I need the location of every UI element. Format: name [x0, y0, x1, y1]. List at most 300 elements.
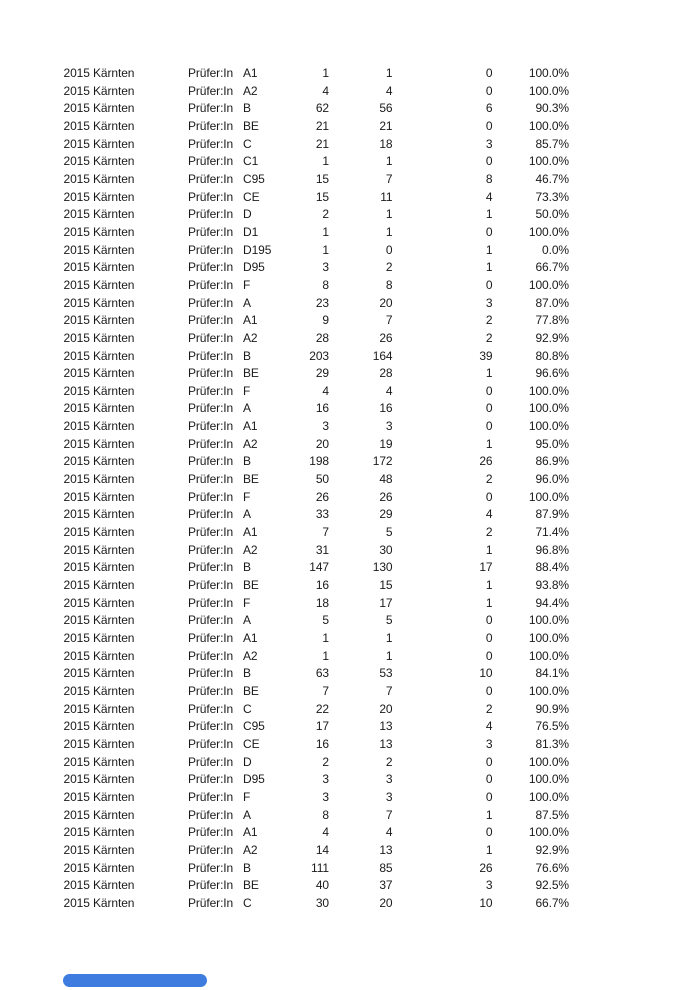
cell-licence-class: A1	[243, 825, 258, 840]
cell-failed: 2	[485, 313, 493, 328]
cell-licence-class: F	[243, 383, 251, 398]
cell-year-region: 2015 Kärnten	[63, 719, 135, 734]
table-row	[64, 683, 570, 701]
cell-pass-rate: 76.6%	[535, 860, 569, 875]
table-row	[64, 701, 570, 719]
cell-licence-class: A	[243, 507, 251, 522]
cell-licence-class: A	[243, 295, 251, 310]
table-row	[64, 206, 570, 224]
cell-licence-class: B	[243, 560, 251, 575]
cell-pass-rate: 93.8%	[535, 578, 569, 593]
cell-examiner-role: Prüfer:In	[188, 631, 234, 645]
cell-pass-rate: 100.0%	[528, 66, 569, 80]
cell-exams-total: 1	[322, 66, 329, 80]
cell-year-region: 2015 Kärnten	[63, 754, 135, 769]
cell-failed: 8	[485, 171, 493, 186]
cell-pass-rate: 84.1%	[535, 666, 569, 681]
cell-pass-rate: 95.0%	[535, 436, 569, 451]
table-row	[64, 860, 570, 878]
cell-failed: 2	[485, 525, 493, 540]
cell-exams-total: 16	[315, 578, 329, 593]
cell-examiner-role: Prüfer:In	[188, 207, 234, 222]
cell-year-region: 2015 Kärnten	[63, 277, 135, 292]
cell-year-region: 2015 Kärnten	[63, 330, 135, 345]
cell-examiner-role: Prüfer:In	[188, 648, 234, 663]
table-row	[64, 542, 570, 560]
cell-licence-class: B	[243, 101, 251, 116]
cell-licence-class: B	[243, 666, 251, 681]
cell-year-region: 2015 Kärnten	[63, 578, 135, 593]
cell-passed: 1	[385, 207, 393, 222]
cell-year-region: 2015 Kärnten	[63, 154, 135, 169]
cell-licence-class: D1	[243, 224, 259, 239]
cell-pass-rate: 100.0%	[528, 277, 569, 292]
cell-examiner-role: Prüfer:In	[188, 419, 234, 434]
cell-passed: 1	[385, 631, 393, 645]
cell-examiner-role: Prüfer:In	[188, 366, 234, 381]
table-row	[64, 824, 570, 842]
cell-exams-total: 5	[322, 613, 329, 628]
cell-passed: 5	[385, 613, 393, 628]
cell-licence-class: A2	[243, 83, 258, 98]
cell-licence-class: A	[243, 613, 251, 628]
cell-licence-class: BE	[243, 683, 259, 698]
cell-year-region: 2015 Kärnten	[63, 489, 135, 504]
cell-year-region: 2015 Kärnten	[63, 595, 135, 610]
cell-passed: 13	[379, 719, 393, 734]
cell-passed: 3	[385, 772, 393, 787]
cell-licence-class: D195	[243, 242, 272, 257]
cell-year-region: 2015 Kärnten	[63, 525, 135, 540]
cell-passed: 20	[379, 701, 393, 716]
cell-passed: 4	[385, 825, 393, 840]
cell-pass-rate: 71.4%	[535, 525, 569, 540]
cell-failed: 0	[485, 401, 493, 416]
cell-exams-total: 50	[315, 472, 329, 487]
cell-exams-total: 111	[311, 860, 329, 875]
cell-exams-total: 2	[322, 754, 329, 769]
cell-pass-rate: 87.9%	[535, 507, 569, 522]
cell-exams-total: 15	[315, 171, 329, 186]
cell-licence-class: F	[243, 489, 251, 504]
table-row	[64, 842, 570, 860]
cell-passed: 29	[379, 507, 393, 522]
cell-year-region: 2015 Kärnten	[63, 242, 135, 257]
table-row	[64, 118, 570, 136]
table-row	[64, 400, 570, 418]
cell-passed: 53	[379, 666, 393, 681]
cell-passed: 15	[379, 578, 393, 593]
cell-exams-total: 198	[309, 454, 329, 469]
cell-failed: 4	[485, 507, 493, 522]
table-row	[64, 242, 570, 260]
cell-failed: 1	[485, 366, 493, 381]
cell-year-region: 2015 Kärnten	[63, 683, 135, 698]
cell-passed: 85	[379, 860, 393, 875]
cell-exams-total: 22	[315, 701, 329, 716]
cell-failed: 3	[485, 136, 493, 151]
cell-failed: 26	[479, 454, 493, 469]
cell-pass-rate: 100.0%	[528, 419, 569, 434]
cell-exams-total: 14	[315, 842, 329, 857]
cell-examiner-role: Prüfer:In	[188, 472, 234, 487]
cell-examiner-role: Prüfer:In	[188, 436, 234, 451]
cell-passed: 7	[385, 683, 393, 698]
table-row	[64, 277, 570, 295]
cell-passed: 20	[379, 895, 393, 910]
table-row	[64, 171, 570, 189]
cell-passed: 1	[385, 154, 393, 169]
cell-pass-rate: 100.0%	[528, 825, 569, 840]
cell-year-region: 2015 Kärnten	[63, 825, 135, 840]
cell-year-region: 2015 Kärnten	[63, 701, 135, 716]
cell-pass-rate: 66.7%	[535, 895, 569, 910]
cell-pass-rate: 73.3%	[535, 189, 569, 204]
cell-licence-class: C	[243, 895, 252, 910]
cell-exams-total: 62	[315, 101, 329, 116]
cell-pass-rate: 0.0%	[542, 242, 569, 257]
cell-year-region: 2015 Kärnten	[63, 171, 135, 186]
cell-examiner-role: Prüfer:In	[188, 666, 234, 681]
cell-passed: 28	[379, 366, 393, 381]
cell-examiner-role: Prüfer:In	[188, 454, 234, 469]
table-row	[64, 65, 570, 83]
cell-examiner-role: Prüfer:In	[188, 842, 234, 857]
cell-year-region: 2015 Kärnten	[63, 507, 135, 522]
cell-year-region: 2015 Kärnten	[63, 842, 135, 857]
cell-passed: 7	[385, 171, 393, 186]
cell-failed: 0	[485, 489, 493, 504]
cell-failed: 1	[485, 807, 493, 822]
cell-failed: 6	[485, 101, 493, 116]
cell-year-region: 2015 Kärnten	[63, 118, 135, 133]
cell-examiner-role: Prüfer:In	[188, 383, 234, 398]
cell-licence-class: A1	[243, 525, 258, 540]
cell-passed: 1	[385, 224, 393, 239]
cell-licence-class: D	[243, 754, 252, 769]
cell-exams-total: 30	[315, 895, 329, 910]
cell-exams-total: 1	[322, 242, 329, 257]
cell-year-region: 2015 Kärnten	[63, 454, 135, 469]
cell-year-region: 2015 Kärnten	[63, 472, 135, 487]
cell-examiner-role: Prüfer:In	[188, 595, 234, 610]
cell-failed: 0	[485, 631, 493, 645]
cell-failed: 3	[485, 878, 493, 893]
cell-pass-rate: 87.5%	[535, 807, 569, 822]
cell-passed: 37	[379, 878, 393, 893]
cell-exams-total: 2	[322, 207, 329, 222]
cell-examiner-role: Prüfer:In	[188, 171, 234, 186]
table-row	[64, 736, 570, 754]
cell-failed: 1	[485, 436, 493, 451]
cell-examiner-role: Prüfer:In	[188, 101, 234, 116]
cell-passed: 3	[385, 419, 393, 434]
bottom-accent-bar	[63, 974, 207, 987]
cell-passed: 16	[379, 401, 393, 416]
cell-year-region: 2015 Kärnten	[63, 101, 135, 116]
cell-passed: 164	[372, 348, 393, 363]
cell-licence-class: A	[243, 401, 251, 416]
cell-pass-rate: 81.3%	[535, 736, 569, 751]
cell-exams-total: 4	[322, 825, 329, 840]
cell-passed: 172	[372, 454, 393, 469]
cell-year-region: 2015 Kärnten	[63, 436, 135, 451]
cell-exams-total: 23	[315, 295, 329, 310]
cell-examiner-role: Prüfer:In	[188, 189, 234, 204]
cell-passed: 18	[379, 136, 393, 151]
cell-licence-class: BE	[243, 472, 259, 487]
cell-failed: 26	[479, 860, 493, 875]
cell-passed: 17	[379, 595, 393, 610]
table-row	[64, 436, 570, 454]
cell-licence-class: A2	[243, 842, 258, 857]
cell-pass-rate: 46.7%	[535, 171, 569, 186]
cell-pass-rate: 94.4%	[535, 595, 569, 610]
table-row	[64, 524, 570, 542]
cell-year-region: 2015 Kärnten	[63, 66, 135, 80]
table-row	[64, 718, 570, 736]
cell-failed: 17	[479, 560, 493, 575]
cell-licence-class: A1	[243, 66, 258, 80]
cell-pass-rate: 100.0%	[528, 789, 569, 804]
cell-year-region: 2015 Kärnten	[63, 666, 135, 681]
cell-year-region: 2015 Kärnten	[63, 648, 135, 663]
cell-exams-total: 1	[322, 631, 329, 645]
cell-exams-total: 17	[315, 719, 329, 734]
cell-examiner-role: Prüfer:In	[188, 401, 234, 416]
cell-licence-class: D95	[243, 772, 265, 787]
cell-licence-class: A2	[243, 542, 258, 557]
table-row	[64, 365, 570, 383]
cell-pass-rate: 96.6%	[535, 366, 569, 381]
cell-pass-rate: 100.0%	[528, 489, 569, 504]
cell-pass-rate: 92.9%	[535, 842, 569, 857]
cell-examiner-role: Prüfer:In	[188, 825, 234, 840]
table-row	[64, 418, 570, 436]
cell-exams-total: 16	[315, 401, 329, 416]
cell-exams-total: 3	[322, 789, 329, 804]
cell-failed: 0	[485, 83, 493, 98]
cell-year-region: 2015 Kärnten	[63, 895, 135, 910]
cell-passed: 8	[385, 277, 393, 292]
cell-examiner-role: Prüfer:In	[188, 736, 234, 751]
cell-licence-class: F	[243, 595, 251, 610]
cell-exams-total: 18	[315, 595, 329, 610]
table-row	[64, 559, 570, 577]
cell-failed: 1	[485, 578, 493, 593]
cell-year-region: 2015 Kärnten	[63, 366, 135, 381]
cell-licence-class: D	[243, 207, 252, 222]
cell-passed: 13	[379, 736, 393, 751]
cell-failed: 0	[485, 754, 493, 769]
cell-examiner-role: Prüfer:In	[188, 878, 234, 893]
cell-licence-class: B	[243, 348, 251, 363]
cell-exams-total: 21	[315, 118, 329, 133]
cell-licence-class: B	[243, 860, 251, 875]
cell-passed: 30	[379, 542, 393, 557]
cell-failed: 3	[485, 295, 493, 310]
cell-failed: 0	[485, 154, 493, 169]
cell-year-region: 2015 Kärnten	[63, 189, 135, 204]
cell-year-region: 2015 Kärnten	[63, 560, 135, 575]
cell-examiner-role: Prüfer:In	[188, 807, 234, 822]
cell-licence-class: A	[243, 807, 251, 822]
cell-examiner-role: Prüfer:In	[188, 772, 234, 787]
cell-failed: 4	[485, 719, 493, 734]
cell-passed: 4	[385, 383, 393, 398]
cell-examiner-role: Prüfer:In	[188, 489, 234, 504]
cell-year-region: 2015 Kärnten	[63, 807, 135, 822]
cell-exams-total: 26	[315, 489, 329, 504]
cell-licence-class: BE	[243, 578, 259, 593]
cell-examiner-role: Prüfer:In	[188, 136, 234, 151]
cell-licence-class: C	[243, 136, 252, 151]
cell-failed: 0	[485, 419, 493, 434]
cell-exams-total: 4	[322, 83, 329, 98]
cell-examiner-role: Prüfer:In	[188, 118, 234, 133]
cell-passed: 26	[379, 330, 393, 345]
cell-year-region: 2015 Kärnten	[63, 860, 135, 875]
table-row	[64, 612, 570, 630]
cell-licence-class: C	[243, 701, 252, 716]
cell-exams-total: 3	[322, 419, 329, 434]
table-row	[64, 153, 570, 171]
cell-licence-class: C1	[243, 154, 259, 169]
cell-pass-rate: 50.0%	[535, 207, 569, 222]
table-row	[64, 348, 570, 366]
cell-pass-rate: 87.0%	[535, 295, 569, 310]
cell-exams-total: 147	[309, 560, 329, 575]
cell-year-region: 2015 Kärnten	[63, 789, 135, 804]
cell-licence-class: A1	[243, 631, 258, 645]
cell-year-region: 2015 Kärnten	[63, 295, 135, 310]
cell-licence-class: D95	[243, 260, 265, 275]
table-row	[64, 471, 570, 489]
cell-licence-class: F	[243, 277, 251, 292]
cell-failed: 0	[485, 118, 493, 133]
table-row	[64, 189, 570, 207]
cell-year-region: 2015 Kärnten	[63, 83, 135, 98]
cell-examiner-role: Prüfer:In	[188, 542, 234, 557]
cell-failed: 2	[485, 701, 493, 716]
cell-failed: 0	[485, 683, 493, 698]
cell-year-region: 2015 Kärnten	[63, 383, 135, 398]
cell-examiner-role: Prüfer:In	[188, 895, 234, 910]
cell-passed: 2	[385, 260, 393, 275]
cell-exams-total: 8	[322, 277, 329, 292]
cell-licence-class: A2	[243, 648, 258, 663]
cell-passed: 11	[380, 189, 393, 204]
table-row	[64, 807, 570, 825]
cell-examiner-role: Prüfer:In	[188, 701, 234, 716]
cell-examiner-role: Prüfer:In	[188, 348, 234, 363]
table-row	[64, 312, 570, 330]
cell-passed: 0	[385, 242, 393, 257]
table-row	[64, 754, 570, 772]
cell-licence-class: BE	[243, 366, 259, 381]
table-row	[64, 295, 570, 313]
cell-failed: 0	[485, 648, 493, 663]
cell-pass-rate: 90.9%	[535, 701, 569, 716]
cell-licence-class: A1	[243, 313, 258, 328]
cell-examiner-role: Prüfer:In	[188, 560, 234, 575]
cell-pass-rate: 85.7%	[535, 136, 569, 151]
cell-examiner-role: Prüfer:In	[188, 242, 234, 257]
cell-exams-total: 40	[315, 878, 329, 893]
cell-failed: 1	[485, 260, 493, 275]
cell-pass-rate: 100.0%	[528, 613, 569, 628]
cell-pass-rate: 100.0%	[528, 401, 569, 416]
cell-passed: 5	[385, 525, 393, 540]
cell-failed: 0	[485, 613, 493, 628]
cell-examiner-role: Prüfer:In	[188, 83, 234, 98]
cell-failed: 39	[479, 348, 493, 363]
cell-pass-rate: 77.8%	[535, 313, 569, 328]
cell-pass-rate: 100.0%	[528, 83, 569, 98]
cell-pass-rate: 100.0%	[528, 154, 569, 169]
cell-examiner-role: Prüfer:In	[188, 754, 234, 769]
table-row	[64, 506, 570, 524]
cell-examiner-role: Prüfer:In	[188, 224, 234, 239]
cell-passed: 4	[385, 83, 393, 98]
table-row	[64, 577, 570, 595]
cell-failed: 0	[485, 772, 493, 787]
cell-passed: 48	[379, 472, 393, 487]
cell-failed: 2	[485, 472, 493, 487]
cell-passed: 130	[372, 560, 393, 575]
table-row	[64, 877, 570, 895]
table-row	[64, 83, 570, 101]
cell-examiner-role: Prüfer:In	[188, 313, 234, 328]
table-row	[64, 100, 570, 118]
cell-examiner-role: Prüfer:In	[188, 295, 234, 310]
cell-failed: 1	[485, 595, 493, 610]
cell-exams-total: 63	[315, 666, 329, 681]
cell-pass-rate: 100.0%	[528, 631, 569, 645]
cell-failed: 1	[485, 842, 493, 857]
cell-pass-rate: 100.0%	[528, 683, 569, 698]
cell-pass-rate: 88.4%	[535, 560, 569, 575]
cell-exams-total: 33	[315, 507, 329, 522]
cell-pass-rate: 100.0%	[528, 224, 569, 239]
cell-exams-total: 203	[309, 348, 329, 363]
cell-licence-class: A1	[243, 419, 258, 434]
cell-exams-total: 29	[315, 366, 329, 381]
cell-pass-rate: 100.0%	[528, 383, 569, 398]
cell-exams-total: 1	[322, 224, 329, 239]
cell-year-region: 2015 Kärnten	[63, 772, 135, 787]
table-row	[64, 224, 570, 242]
table-row	[64, 259, 570, 277]
results-table	[64, 65, 570, 913]
cell-failed: 10	[479, 895, 493, 910]
cell-year-region: 2015 Kärnten	[63, 631, 135, 645]
cell-exams-total: 7	[322, 525, 329, 540]
cell-pass-rate: 92.5%	[535, 878, 569, 893]
cell-examiner-role: Prüfer:In	[188, 260, 234, 275]
cell-exams-total: 16	[315, 736, 329, 751]
cell-failed: 0	[485, 277, 493, 292]
table-row	[64, 136, 570, 154]
cell-failed: 0	[485, 789, 493, 804]
cell-examiner-role: Prüfer:In	[188, 578, 234, 593]
cell-pass-rate: 80.8%	[535, 348, 569, 363]
cell-failed: 2	[485, 330, 493, 345]
table-row	[64, 453, 570, 471]
cell-passed: 7	[385, 313, 393, 328]
cell-year-region: 2015 Kärnten	[63, 613, 135, 628]
cell-year-region: 2015 Kärnten	[63, 260, 135, 275]
